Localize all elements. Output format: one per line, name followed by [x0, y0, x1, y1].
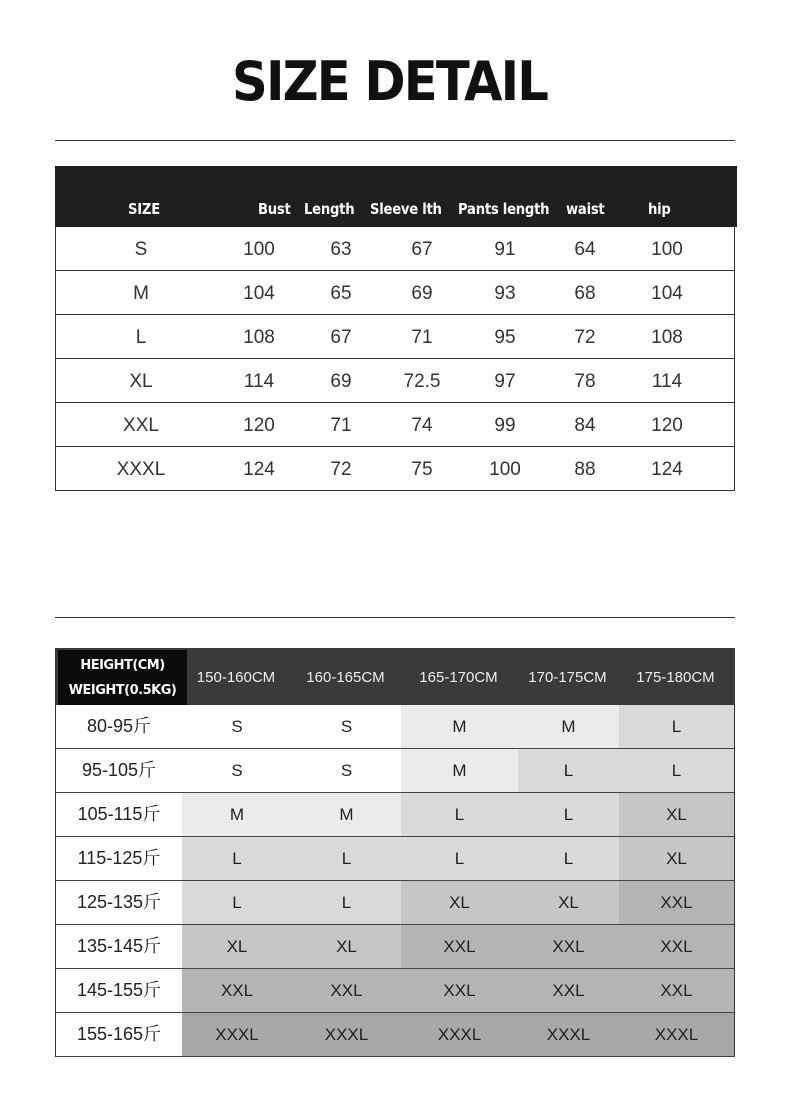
fit-size-cell: XXL: [518, 925, 619, 968]
size-cell: 75: [411, 459, 433, 480]
table-row: [56, 447, 734, 491]
size-cell: 72.5: [403, 371, 441, 392]
fit-table-body: [55, 705, 735, 1057]
fit-size-cell: L: [292, 881, 401, 924]
fit-size-cell: L: [518, 793, 619, 836]
size-cell: 63: [330, 239, 352, 260]
table-row: [56, 881, 734, 925]
size-cell: XXXL: [116, 459, 166, 480]
size-cell: L: [135, 327, 147, 348]
weight-label: 80-95斤: [56, 705, 182, 748]
table-row: [56, 705, 734, 749]
height-header-2: 165-170CM: [419, 669, 498, 686]
size-cell: 114: [243, 371, 275, 392]
fit-size-cell: M: [182, 793, 292, 836]
size-header-4: Pants length: [458, 200, 550, 218]
size-cell: 71: [330, 415, 352, 436]
fit-size-cell: XXXL: [518, 1013, 619, 1056]
size-header-2: Length: [304, 200, 355, 218]
height-weight-table: [55, 648, 735, 1057]
size-cell: 78: [574, 371, 596, 392]
table-row: [56, 749, 734, 793]
table-row: [56, 271, 734, 315]
fit-size-cell: M: [518, 705, 619, 748]
table-row: [56, 315, 734, 359]
fit-size-cell: XXXL: [401, 1013, 518, 1056]
fit-size-cell: XXXL: [292, 1013, 401, 1056]
fit-size-cell: L: [518, 837, 619, 880]
size-cell: 120: [243, 415, 275, 436]
size-header-5: waist: [566, 200, 605, 218]
fit-size-cell: XL: [292, 925, 401, 968]
size-cell: 108: [243, 327, 275, 348]
fit-size-cell: XL: [182, 925, 292, 968]
size-cell: XXL: [123, 415, 159, 436]
table-row: [56, 359, 734, 403]
table-row: [56, 227, 734, 271]
size-cell: 64: [574, 239, 596, 260]
size-cell: 88: [574, 459, 596, 480]
fit-size-cell: M: [401, 749, 518, 792]
fit-size-cell: XL: [401, 881, 518, 924]
size-cell: 69: [330, 371, 352, 392]
size-detail-table: [55, 166, 737, 491]
table-row: [56, 793, 734, 837]
middle-divider: [55, 617, 735, 618]
size-cell: 114: [651, 371, 683, 392]
size-cell: 68: [574, 283, 596, 304]
fit-table-header: [55, 648, 735, 705]
size-cell: 72: [574, 327, 596, 348]
fit-size-cell: XXXL: [182, 1013, 292, 1056]
fit-size-cell: XXL: [619, 969, 734, 1012]
weight-label: 125-135斤: [56, 881, 182, 924]
table-row: [56, 925, 734, 969]
fit-size-cell: L: [292, 837, 401, 880]
weight-label: 95-105斤: [56, 749, 182, 792]
size-cell: 69: [411, 283, 433, 304]
weight-label: 155-165斤: [56, 1013, 182, 1056]
size-cell: XL: [129, 371, 153, 392]
fit-size-cell: L: [182, 881, 292, 924]
size-cell: M: [133, 283, 149, 304]
fit-size-cell: XXL: [401, 925, 518, 968]
fit-size-cell: XXL: [619, 881, 734, 924]
size-cell: 99: [494, 415, 516, 436]
corner-height-label: HEIGHT(CM): [80, 658, 165, 673]
fit-size-cell: L: [518, 749, 619, 792]
fit-size-cell: M: [292, 793, 401, 836]
table-row: [56, 403, 734, 447]
fit-size-cell: XXL: [518, 969, 619, 1012]
fit-size-cell: XL: [619, 837, 734, 880]
size-header-0: SIZE: [128, 200, 160, 218]
weight-label: 135-145斤: [56, 925, 182, 968]
fit-size-cell: XXL: [619, 925, 734, 968]
size-cell: 95: [494, 327, 516, 348]
fit-table-corner: [58, 650, 187, 705]
weight-label: 145-155斤: [56, 969, 182, 1012]
size-cell: 72: [330, 459, 352, 480]
size-table-header: [55, 166, 737, 227]
fit-size-cell: M: [401, 705, 518, 748]
table-row: [56, 1013, 734, 1057]
size-cell: 104: [243, 283, 275, 304]
corner-weight-label: WEIGHT(0.5KG): [68, 683, 177, 698]
size-cell: 93: [494, 283, 516, 304]
size-cell: 108: [651, 327, 683, 348]
fit-size-cell: S: [292, 705, 401, 748]
height-header-0: 150-160CM: [196, 669, 276, 686]
fit-size-cell: S: [182, 749, 292, 792]
size-cell: 74: [411, 415, 433, 436]
weight-label: 115-125斤: [56, 837, 182, 880]
fit-size-cell: XXL: [401, 969, 518, 1012]
size-header-6: hip: [648, 200, 671, 218]
size-cell: 84: [574, 415, 596, 436]
size-cell: 65: [330, 283, 352, 304]
size-header-1: Bust: [258, 200, 291, 218]
height-header-3: 170-175CM: [528, 669, 607, 686]
fit-size-cell: XXXL: [619, 1013, 734, 1056]
size-table-body: [55, 227, 735, 491]
size-header-3: Sleeve lth: [370, 200, 442, 218]
table-row: [56, 837, 734, 881]
fit-size-cell: S: [182, 705, 292, 748]
height-header-4: 175-180CM: [636, 669, 715, 686]
size-cell: 100: [489, 459, 521, 480]
height-header-1: 160-165CM: [306, 669, 385, 686]
size-cell: 67: [330, 327, 352, 348]
size-cell: 71: [411, 327, 433, 348]
fit-size-cell: XL: [619, 793, 734, 836]
fit-size-cell: L: [401, 793, 518, 836]
table-row: [56, 969, 734, 1013]
fit-size-cell: L: [619, 749, 734, 792]
size-cell: 67: [411, 239, 433, 260]
fit-size-cell: XXL: [292, 969, 401, 1012]
size-cell: 104: [651, 283, 683, 304]
size-cell: 124: [651, 459, 683, 480]
size-cell: 97: [494, 371, 516, 392]
size-cell: 124: [243, 459, 275, 480]
fit-size-cell: L: [182, 837, 292, 880]
fit-size-cell: L: [619, 705, 734, 748]
fit-size-cell: S: [292, 749, 401, 792]
size-cell: 120: [651, 415, 683, 436]
fit-size-cell: XXL: [182, 969, 292, 1012]
weight-label: 105-115斤: [56, 793, 182, 836]
top-divider: [55, 140, 735, 141]
size-cell: 100: [243, 239, 275, 260]
page-title: SIZE DETAIL: [232, 50, 548, 113]
fit-size-cell: L: [401, 837, 518, 880]
size-cell: 100: [651, 239, 683, 260]
fit-size-cell: XL: [518, 881, 619, 924]
size-cell: 91: [494, 239, 516, 260]
size-cell: S: [134, 239, 148, 260]
